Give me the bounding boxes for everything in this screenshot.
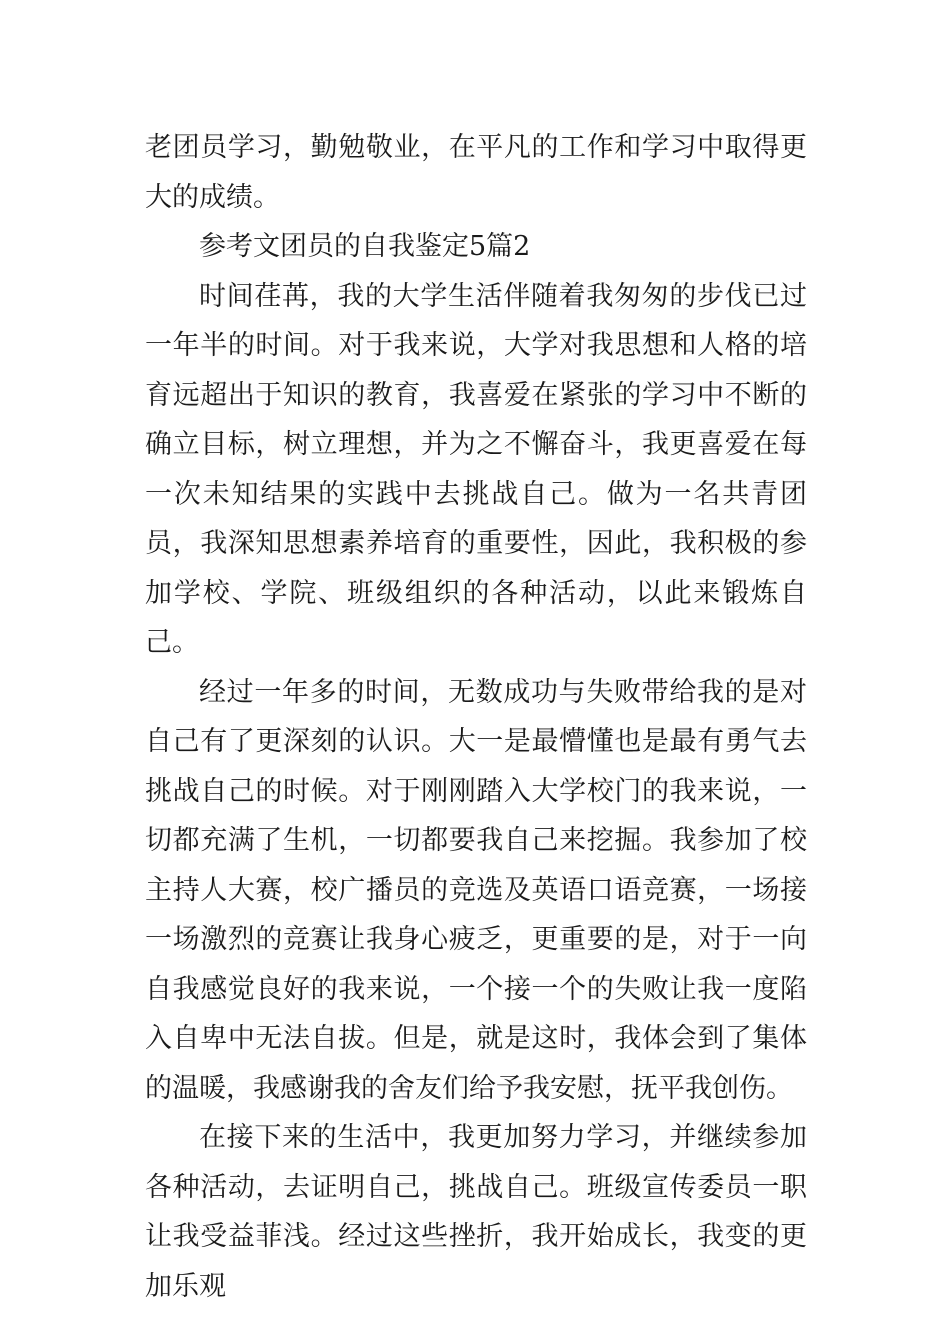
section-heading: 参考文团员的自我鉴定5篇2	[199, 231, 531, 262]
document-body	[145, 123, 807, 1311]
paragraph: 经过一年多的时间，无数成功与失败带给我的是对自己有了更深刻的认识。大一是最懵懂也是最有勇气去挑战自己的时候。对于刚刚踏入大学校门的我来说，一切都充满了生机，一切都要我自己来挖掘。我参加了校主持人大赛，校广播员的竞选及英语口语竞赛，一场接一场激烈的竞赛让我身心疲乏，更重要的是，对于一向自我感觉良好的我来说，一个接一个的失败让我一度陷入自卑中无法自拔。但是，就是这时，我体会到了集体的温暖，我感谢我的舍友们给予我安慰，抚平我创伤。	[145, 676, 807, 1104]
paragraph: 时间荏苒，我的大学生活伴随着我匆匆的步伐已过一年半的时间。对于我来说，大学对我思想和人格的培育远超出于知识的教育，我喜爱在紧张的学习中不断的确立目标，树立理想，并为之不懈奋斗，我更喜爱在每一次未知结果的实践中去挑战自己。做为一名共青团员，我深知思想素养培育的重要性，因此，我积极的参加学校、学院、班级组织的各种活动，以此来锻炼自己。	[145, 280, 807, 658]
paragraph: 在接下来的生活中，我更加努力学习，并继续参加各种活动，去证明自己，挑战自己。班级宣传委员一职让我受益菲浅。经过这些挫折，我开始成长，我变的更加乐观	[145, 1122, 807, 1302]
paragraph-continuation: 老团员学习，勤勉敬业，在平凡的工作和学习中取得更大的成绩。	[145, 132, 807, 213]
